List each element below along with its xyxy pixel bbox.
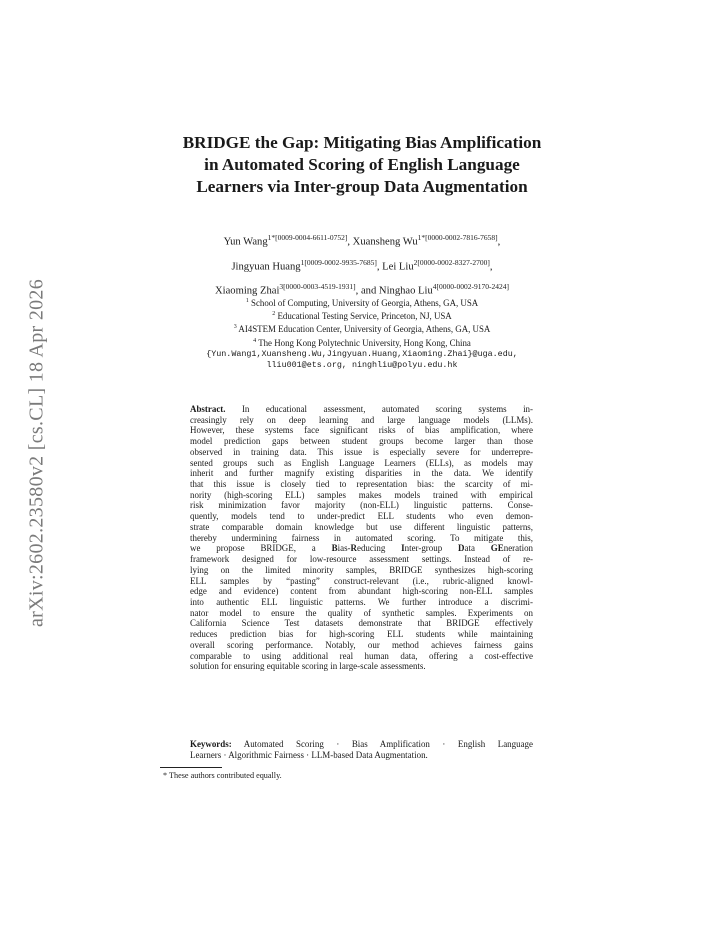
title-line: BRIDGE the Gap: Mitigating Bias Amplification	[182, 133, 542, 152]
abstract-line: ELL samples by “pasting” construct-relevant (i.e., rubric-aligned knowl-	[190, 575, 533, 586]
author-list	[140, 228, 584, 302]
abstract-line: sented groups such as English Language Learners (ELLs), as models may	[190, 457, 533, 468]
affiliation: $^4$ The Hong Kong Polytechnic University, Hong Kong, China	[253, 337, 471, 348]
author-orcid: [0009-0002-9935-7685]	[304, 257, 377, 267]
author-line: Xiaoming Zhai$^{3[0000-0003-4519-1931]}$, and Ninghao Liu$^{4[0000-0002-9170-2424]}$	[214, 282, 510, 297]
keywords	[190, 739, 533, 760]
author-orcid: [0000-0002-7816-7658]	[425, 233, 498, 242]
email-line: lliu001@ets.org, ninghliu@polyu.edu.hk	[266, 359, 458, 370]
author-name: Xiaoming Zhai	[214, 285, 280, 297]
author-orcid: [0000-0003-4519-1931]	[283, 282, 356, 292]
arxiv-identifier-text: arXiv:2602.23580v2 [cs.CL] 18 Apr 2026	[25, 278, 48, 628]
author-orcid: [0000-0002-8327-2700]	[417, 257, 490, 267]
abstract-line: creasingly rely on deep learning and large language models (LLMs).	[190, 414, 533, 425]
paper-title	[140, 132, 584, 198]
author-name: Xuansheng Wu	[352, 236, 418, 248]
abstract-line: we propose BRIDGE, a Bias-Reducing Inter-group Data GEneration	[190, 543, 534, 554]
arxiv-identifier	[22, 258, 52, 648]
abstract	[190, 404, 533, 672]
affiliation: $^3$ AI4STEM Education Center, University of Georgia, Athens, GA, USA	[233, 324, 491, 335]
abstract-line: California Science Test datasets demonstrate that BRIDGE effectively	[190, 618, 533, 629]
keywords-line: Keywords: Automated Scoring · Bias Amplification · English Language	[190, 739, 533, 749]
abstract-line: nority (high-scoring ELL) samples makes models trained with empirical	[190, 489, 533, 500]
abstract-line: that this issue is closely tied to representation bias: the scarcity of mi-	[190, 479, 533, 490]
abstract-line: comparable to using additional real human data, offering a cost-effective	[190, 650, 533, 661]
affiliation: $^1$ School of Computing, University of Georgia, Athens, GA, USA	[245, 297, 479, 308]
author-name: Jingyuan Huang	[231, 261, 301, 273]
author-sup: 2	[413, 257, 418, 267]
footnote-rule	[160, 767, 222, 768]
abstract-line: However, these systems face significant risks of bias amplification, where	[190, 425, 533, 436]
affiliation: $^2$ Educational Testing Service, Princeton, NJ, USA	[272, 311, 452, 322]
affiliations	[140, 296, 584, 371]
author-name: Yun Wang	[223, 236, 268, 248]
abstract-line: overall scoring performance. Notably, our method achieves fairness gains	[190, 639, 533, 650]
author-name: Lei Liu	[382, 261, 414, 273]
author-orcid: [0000-0002-9170-2424]	[436, 282, 510, 292]
keywords-line: Learners · Algorithmic Fairness · LLM-based Data Augmentation.	[190, 749, 428, 760]
title-line: Learners via Inter-group Data Augmentation	[196, 177, 528, 196]
author-sup: 1*	[417, 233, 426, 242]
title-line: in Automated Scoring of English Language	[204, 155, 520, 174]
abstract-line: observed in training data. This issue is especially severe for underrepre-	[190, 446, 533, 457]
abstract-line: inherit and further magnify existing disparities in the data. We identify	[190, 468, 533, 479]
author-sup: 1*	[267, 233, 276, 242]
author-sup: 1	[300, 257, 305, 267]
footnote	[163, 771, 282, 780]
abstract-line: lying on the limited minority samples, BRIDGE synthesizes high-scoring	[190, 564, 533, 575]
keywords-label: Keywords:	[190, 739, 232, 749]
abstract-line: into authentic ELL linguistic patterns. We further introduce a discrimi-	[190, 596, 533, 607]
abstract-line: edge and evidence) content from abundant high-scoring non-ELL samples	[190, 586, 533, 597]
abstract-line: strate comparable domain knowledge but use different linguistic patterns,	[190, 521, 533, 532]
abstract-line: reduces prediction bias for high-scoring ELL students while maintaining	[190, 629, 533, 640]
email-line: {Yun.Wang1,Xuansheng.Wu,Jingyuan.Huang,Xiaoming.Zhai}@uga.edu,	[206, 348, 518, 359]
footnote-mark: *	[163, 771, 168, 780]
footnote-text: These authors contributed equally.	[169, 771, 282, 780]
author-name: Ninghao Liu	[378, 285, 433, 297]
abstract-line: risk minimization favor majority (non-ELL) linguistic patterns. Conse-	[190, 500, 533, 511]
abstract-label: Abstract.	[190, 404, 226, 414]
author-sup: 4	[432, 282, 437, 292]
author-line: Jingyuan Huang$^{1[0009-0002-9935-7685]}$, Lei Liu$^{2[0000-0002-8327-2700]}$,	[231, 257, 493, 273]
abstract-line: Abstract. In educational assessment, automated scoring systems in-	[190, 404, 534, 414]
abstract-line: model prediction gaps between student groups become larger than those	[190, 436, 533, 447]
abstract-line: nator model to ensure the quality of synthetic samples. Experiments on	[190, 607, 533, 618]
author-sup: 3	[279, 282, 284, 292]
abstract-line: solution for ensuring equitable scoring in large-scale assessments.	[190, 661, 426, 672]
author-orcid: [0009-0004-6611-0752]	[275, 233, 348, 242]
abstract-line: quently, models tend to under-predict ELL students who even demon-	[190, 511, 533, 522]
author-line: Yun Wang$^{1*[0009-0004-6611-0752]}$, Xuansheng $Wu^{1*[0000-0002-7816-7658]}$,	[223, 233, 501, 248]
abstract-line: framework designed for low-resource assessment settings. Instead of re-	[190, 554, 533, 565]
abstract-line: thereby undermining fairness in automated scoring. To mitigate this,	[190, 532, 533, 543]
